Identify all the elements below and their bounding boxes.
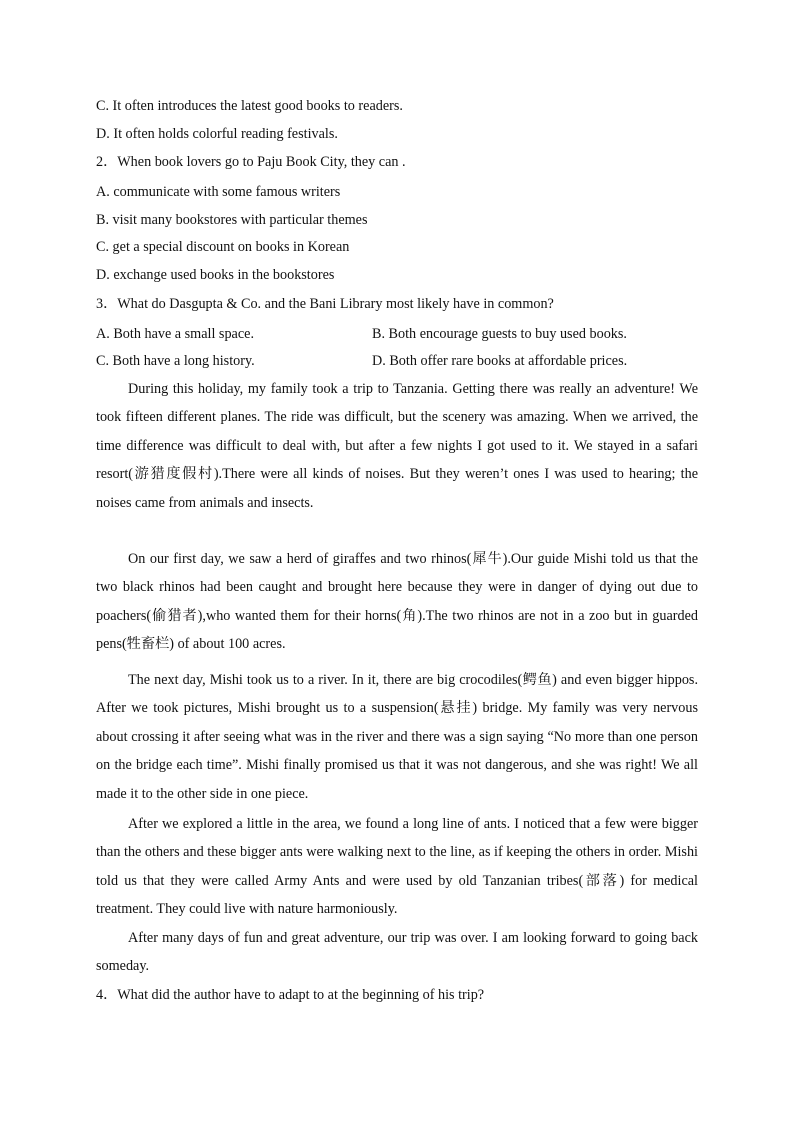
q3-option-d: D. Both offer rare books at affordable prices. [372, 353, 628, 369]
passage-paragraph-2: On our first day, we saw a herd of giraffes and two rhinos(犀牛).Our guide Mishi told us that the two black rhinos had been caught and brought here because they were in danger of dying out due to poachers(偷猎者),who wanted them for their horns(角).The two rhinos are not in a zoo but in guarded pens(牲畜栏) of about 100 acres. [96, 551, 698, 653]
q2-stem: 2．When book lovers go to Paju Book City, they can . [96, 154, 406, 170]
q2-option-d: D. exchange used books in the bookstores [96, 267, 335, 283]
passage-paragraph-4: After we explored a little in the area, we found a long line of ants. I noticed that a few were bigger than the others and these bigger ants were walking next to the line, as if keeping the others in order. Mishi told us that they were called Army Ants and were used by old Tanzanian tribes(部落) for medical treatment. They could live with nature harmoniously. [96, 816, 698, 918]
q2-option-a: A. communicate with some famous writers [96, 184, 341, 200]
q4-stem: 4．What did the author have to adapt to at the beginning of his trip? [96, 987, 485, 1003]
passage-paragraph-3: The next day, Mishi took us to a river. In it, there are big crocodiles(鳄鱼) and even bigger hippos. After we took pictures, Mishi brought us to a suspension(悬挂) bridge. My family was very nervous about crossing it after seeing what was in the river and there was a sign saying “No more than one person on the bridge each time”. Mishi finally promised us that it was not dangerous, and she was right! We all made it to the other side in one piece. [96, 672, 698, 802]
q3-option-c: C. Both have a long history. [96, 353, 255, 369]
q3-stem: 3．What do Dasgupta & Co. and the Bani Library most likely have in common? [96, 296, 554, 312]
q1-option-d: D. It often holds colorful reading festivals. [96, 126, 338, 142]
q2-option-c: C. get a special discount on books in Korean [96, 239, 350, 255]
passage-paragraph-5: After many days of fun and great adventure, our trip was over. I am looking forward to going back someday. [96, 930, 698, 975]
q3-option-a: A. Both have a small space. [96, 326, 254, 342]
q3-option-b: B. Both encourage guests to buy used books. [372, 326, 627, 342]
passage-paragraph-1: During this holiday, my family took a trip to Tanzania. Getting there was really an adventure! We took fifteen different planes. The ride was difficult, but the scenery was amazing. When we arrived, the time difference was difficult to deal with, but after a few nights I got used to it. We stayed in a safari resort(游猎度假村).There were all kinds of noises. But they weren’t ones I was used to hearing; the noises came from animals and insects. [96, 381, 698, 511]
q2-option-b: B. visit many bookstores with particular themes [96, 212, 368, 228]
q1-option-c: C. It often introduces the latest good books to readers. [96, 98, 403, 114]
